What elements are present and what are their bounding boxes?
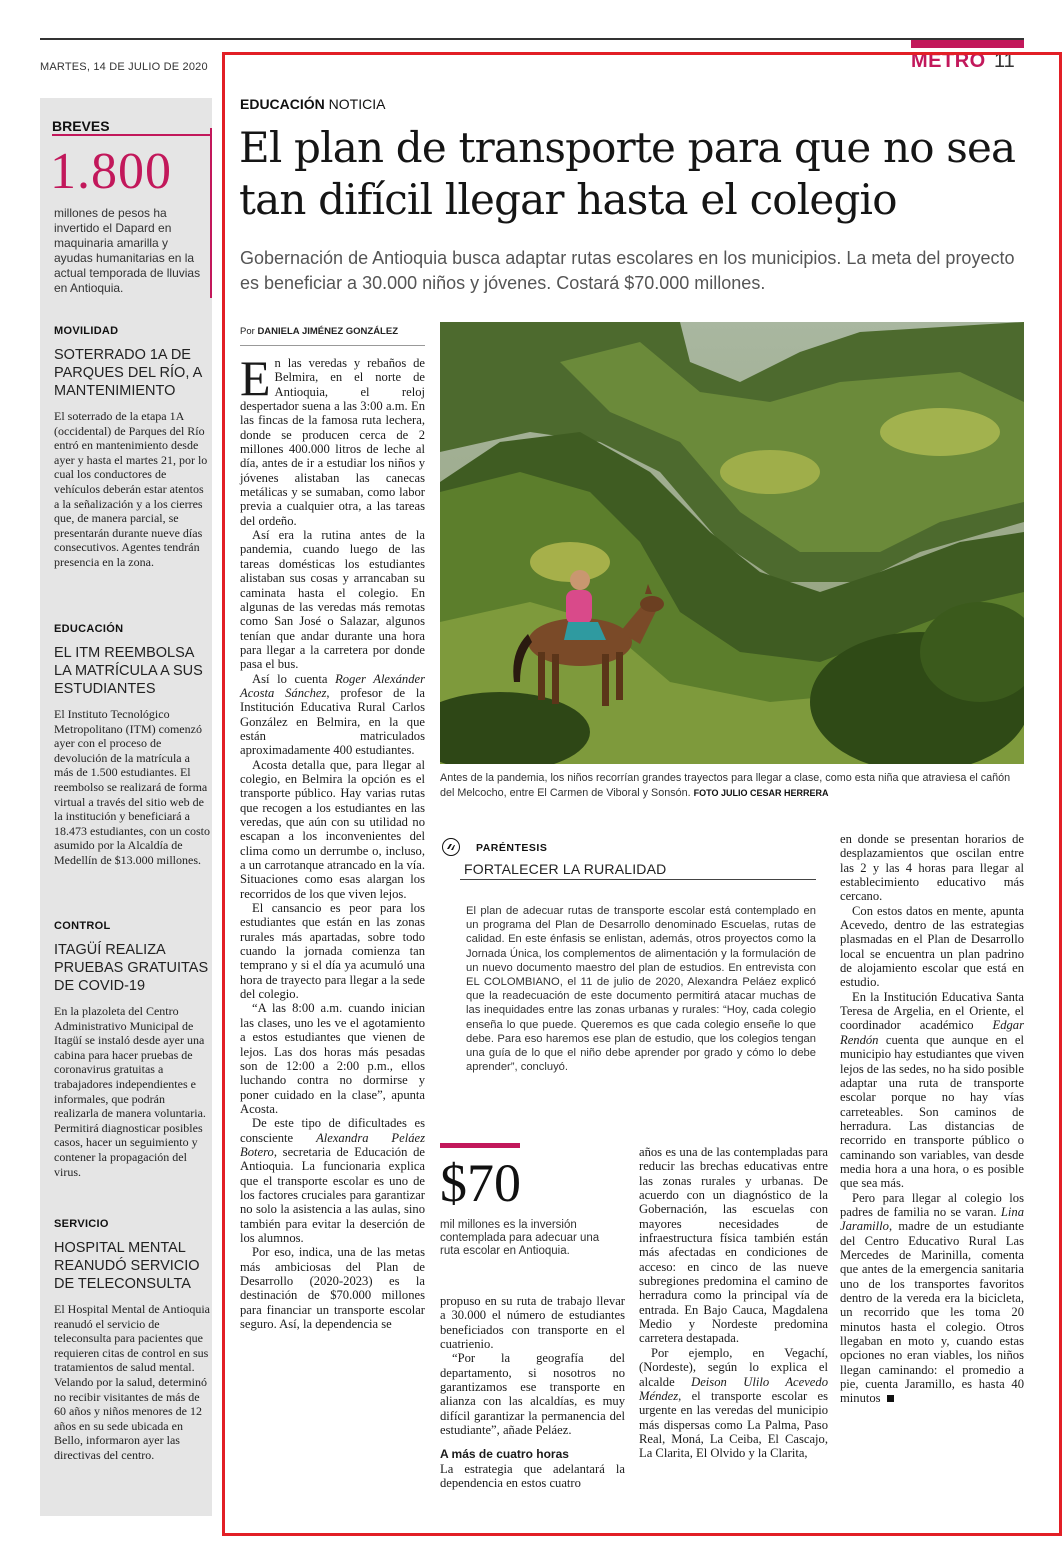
paragraph: Acosta detalla que, para llegar al colegio, en Belmira la opción es el transporte público. Hay varias rutas que recogen a los estudiantes en las veredas, que aún con su utilidad no escapan a los inconvenientes del clima como un derrumbe o, incluso, a un carrotanque atrancado en la vía. Situaciones como esas alargan los recorridos de los que viven lejos. (240, 757, 425, 901)
parentesis-label: PARÉNTESIS (476, 842, 548, 854)
breves-label: BREVES (52, 118, 110, 134)
article-column-2 (440, 1294, 625, 1490)
top-rule (40, 38, 1024, 40)
paragraph: El cansancio es peor para los estudiantes que están en las zonas rurales más apartadas, sobre todo cuando la jornada comienza tan temprano y si el día ya acumuló una hora de trayecto para llegar a la sede del colegio. (240, 901, 425, 1002)
quote-bubble-icon (442, 838, 460, 856)
paragraph-text: En la Institución Educativa Santa Teresa de Argelia, en el Oriente, el coordinador académico (840, 989, 1024, 1033)
page-number: 11 (994, 50, 1015, 72)
section-label: METRO (911, 50, 986, 72)
breves-big-number: 1.800 (50, 143, 172, 200)
article-photo (440, 322, 1024, 764)
article-kicker (240, 96, 385, 112)
brief-category: EDUCACIÓN (54, 623, 124, 635)
paragraph: Así era la rutina antes de la pandemia, cuando luego de las tareas domésticas los estudiantes alistaban sus cosas y arrancaban su caminata hasta el colegio. En algunas de las veredas más remotas como San José o Salazar, algunos tenían que andar durante una hora para llegar a la carretera por donde pasa el bus. (240, 528, 425, 672)
brief-category: SERVICIO (54, 1218, 109, 1230)
paragraph (240, 672, 425, 758)
stat-number: $70 (440, 1153, 521, 1213)
stat-rule (440, 1143, 520, 1148)
parentesis-body: El plan de adecuar rutas de transporte escolar está contemplado en un programa del Plan de Desarrollo denominado Escuelas, rutas de calidad. En este énfasis se enlistan, además, otros proyectos como la Jornada Única, los complementos de alimentación y la formulación de un nuevo documento maestro del plan de estudios. En entrevista con EL COLOMBIANO, el 11 de julio de 2020, Alexandra Peláez explicó que la readecuación de este documento permitirá atacar muchas de las inequidades entre las zonas urbanas y rurales: “Hoy, cada colegio enseña lo que puede. Queremos es que cada colegio enseñe lo que debe. Para eso haremos ese plan de estudio, que los colegios tengan una guía de lo que el niño debe aprender por grado y cómo lo debe aprender”, concluyó. (466, 905, 816, 1074)
end-of-article-mark (887, 1395, 894, 1402)
paragraph-text: , profesor de la Institución Educativa Rural Carlos González en Belmira, en la que están matriculados aproximadamente 400 estudiantes. (240, 685, 425, 758)
paragraph-text: Pero para llegar al colegio los padres de familia no se varan. (840, 1190, 1024, 1219)
paragraph-text: cuenta que aunque en el municipio hay estudiantes que viven lejos de las sedes, no ha sido posible adaptar una ruta de transporte escolar porque no hay vías carreteables. Son caminos de herradura. Las distancias de recorrido en transporte público o caminando son variables, van desde media hora a una hora, o es posible que sea más. (840, 1032, 1024, 1191)
person-name: Alexandra Peláez Botero (240, 1130, 425, 1159)
brief-headline: EL ITM REEMBOLSA LA MATRÍCULA A SUS ESTUDIANTES (54, 645, 203, 697)
person-name: Deison Ulilo Acevedo Méndez (639, 1374, 828, 1403)
section-color-bar (911, 40, 1024, 48)
byline-prefix: Por (240, 326, 255, 337)
paragraph: propuso en su ruta de trabajo llevar a 30.000 el número de estudiantes beneficiados con transporte en el cuatrienio. (440, 1294, 625, 1352)
breves-vertical-rule (210, 128, 212, 298)
paragraph (840, 990, 1024, 1191)
brief-body: El soterrado de la etapa 1A (occidental) de Parques del Río entró en mantenimiento desde ayer y hasta el martes 21, por lo cual los conductores de vehículos deberán estar atentos a la señalización y a los cierres que, de manera parcial, se presentarán durante nueve días consecutivos. Agentes tendrán presencia en la zona. (54, 409, 208, 569)
brief-educacion (54, 623, 210, 868)
paragraph: Con estos datos en mente, apunta Acevedo, dentro de las estrategias plasmadas en el Plan de Desarrollo local se encuentra un plan padrino de alojamiento escolar que está en estudio. (840, 903, 1024, 990)
paragraph-text: , secretaria de Educación de Antioquia. La funcionaria explica que el transporte escolar es uno de los factores cruciales para garantizar no solo la asistencia a las aulas, sino también para evitar la deserción de los alumnos. (240, 1144, 425, 1245)
paragraph-text: , el transporte escolar es urgente en las veredas del municipio más dispersas como La Palma, Paso Real, Moná, La Ceiba, El Cascajo, La Clarita, El Olvido y la Clarita, (639, 1388, 828, 1461)
issue-date: MARTES, 14 DE JULIO DE 2020 (40, 61, 208, 73)
article-column-1 (240, 350, 425, 1332)
paragraph: años es una de las contempladas para reducir las brechas educativas entre las zonas rurales y urbanas. De acuerdo con un diagnóstico de la Gobernación, las escuelas con mayores necesidades de infraestructura física también están más afectadas en condiciones de acceso: en cinco de las nueve subregiones predomina el camino de herradura como la principal vía de entrada. En Bajo Cauca, Magdalena Medio y Nordeste predomina carretera destapada. (639, 1145, 828, 1346)
brief-body: En la plazoleta del Centro Administrativo Municipal de Itagüí se instaló desde ayer una cabina para hacer pruebas de coronavirus gratuitas a trabajadores independientes e informales, que podrán realizarla de manera voluntaria. Permitirá diagnosticar posibles casos, hacer un seguimiento y contener la propagación del virus. (54, 1004, 206, 1179)
paragraph: La estrategia que adelantará la dependencia en estos cuatro (440, 1461, 625, 1491)
brief-category: MOVILIDAD (54, 325, 119, 337)
paragraph (639, 1346, 828, 1461)
paragraph-text: Por ejemplo, en Vegachí, (Nordeste), según lo explica el alcalde (639, 1345, 828, 1389)
paragraph: “Por la geografía del departamento, si nosotros no garantizamos ese transporte en alianza con las alcaldías, es muy difícil garantizar la permanencia del estudiante”, añade Peláez. (440, 1351, 625, 1438)
breves-sidebar (40, 98, 212, 1516)
brief-body: El Hospital Mental de Antioquia reanudó el servicio de teleconsulta para pacientes que requieren citas de control en sus tratamientos de salud mental. Velando por la salud, determinó no recibir visitantes de más de 60 años y niños menores de 12 años en su sede ubicada en Bello, informaron ayer las directivas del centro. (54, 1302, 210, 1462)
parentesis-box (440, 830, 828, 1130)
paragraph-text: De este tipo de dificultades es consciente (240, 1116, 425, 1145)
kicker-section: EDUCACIÓN (240, 96, 325, 112)
brief-body: El Instituto Tecnológico Metropolitano (ITM) comenzó ayer con el proceso de devolución de la matrícula a más de 1.500 estudiantes. El reembolso se realizará de forma virtual a través del sitio web de la institución y beneficiará a 18.473 estudiantes, con un costo asumido por la Alcaldía de Medellín de $13.000 millones. (54, 707, 210, 867)
drop-cap: E (240, 350, 271, 406)
breves-big-caption: millones de pesos ha invertido el Dapard en maquinaria amarilla y ayudas humanitarias en la actual temporada de lluvias en Antioquia. (54, 206, 201, 295)
paragraph-text: , madre de un estudiante del Centro Educativo Rural Las Mercedes de Marinilla, comenta que antes de la emergencia sanitaria uno de los transportes favoritos dentro de la vereda era la bicicleta, un recorrido que les toma 20 minutos hasta el colegio. Otros llegaban en moto y, cuando estas opciones no eran viables, los niños llegan caminando: el promedio a pie, cuenta Jaramillo, es hasta 40 minutos (840, 1219, 1024, 1406)
paragraph (240, 1116, 425, 1245)
brief-control (54, 920, 210, 1179)
paragraph (240, 350, 425, 528)
brief-movilidad (54, 325, 210, 570)
paragraph: “A las 8:00 a.m. cuando inician las clases, uno les ve el agotamiento a estos estudiantes que vienen de lejos. Las dos horas más pesadas son de 12:00 a 2:00 p.m., ellos luchando contra no dormirse y poner cuidado en la clase”, apunta Acosta. (240, 1001, 425, 1116)
byline-rule (240, 345, 425, 346)
paragraph (840, 1191, 1024, 1406)
paragraph-text: Así lo cuenta (252, 671, 336, 686)
kicker-type: NOTICIA (328, 96, 386, 112)
quote-glyph (443, 839, 458, 854)
brief-servicio (54, 1218, 210, 1463)
photo-credit: FOTO JULIO CESAR HERRERA (693, 788, 829, 798)
paragraph: en donde se presentan horarios de desplazamientos que oscilan entre las 2 y las 4 horas para llegar al establecimiento educativo más cercano. (840, 832, 1024, 904)
breves-rule (52, 134, 212, 136)
article-column-3 (639, 1145, 828, 1461)
byline (240, 326, 398, 337)
article-column-4 (840, 832, 1024, 1406)
caption-text: Antes de la pandemia, los niños recorrían grandes trayectos para llegar a clase, como esta niña que atraviesa el cañón del Melcocho, entre El Carmen de Viboral y Sonsón. (440, 772, 1011, 799)
brief-headline: HOSPITAL MENTAL REANUDÓ SERVICIO DE TELECONSULTA (54, 1240, 200, 1292)
paragraph: Por eso, indica, una de las metas más ambiciosas del Plan de Desarrollo (2020-2023) es la destinación de $70.000 millones para financiar un transporte escolar seguro. Así, la dependencia se (240, 1245, 425, 1332)
brief-headline: SOTERRADO 1A DE PARQUES DEL RÍO, A MANTENIMIENTO (54, 347, 202, 399)
article-deck: Gobernación de Antioquia busca adaptar rutas escolares en los municipios. La meta del proyecto es beneficiar a 30.000 niños y jóvenes. Costará $70.000 millones. (240, 248, 1015, 293)
mountain-horse-photo-illustration (440, 322, 1024, 764)
person-name: Edgar Rendón (840, 1018, 1024, 1047)
section-subhead: A más de cuatro horas (440, 1447, 569, 1462)
parentesis-headline: FORTALECER LA RURALIDAD (464, 861, 667, 877)
parentesis-rule (460, 879, 816, 880)
stat-caption: mil millones es la inversión contemplada para adecuar una ruta escolar en Antioquia. (440, 1219, 600, 1257)
article-headline: El plan de transporte para que no sea tan difícil llegar hasta el colegio (239, 123, 1016, 224)
photo-caption (440, 771, 1024, 801)
paragraph-text: n las veredas y rebaños de Belmira, en el norte de Antioquia, el reloj despertador suena a las 3:00 a.m. En las fincas de la famosa ruta lechera, donde se producen cerca de 2 millones 400.000 litros de leche al día, antes de ir a estudiar los niños y jóvenes alistaban las canecas metálicas y se sumaban, como labor previa a cualquier otra, a las tareas del ordeño. (240, 356, 425, 528)
brief-headline: ITAGÜÍ REALIZA PRUEBAS GRATUITAS DE COVID-19 (54, 942, 209, 994)
person-name: Lina Jaramillo (840, 1204, 1024, 1234)
byline-author: DANIELA JIMÉNEZ GONZÁLEZ (257, 326, 399, 337)
person-name: Roger Alexánder Acosta Sánchez (240, 671, 425, 700)
brief-category: CONTROL (54, 920, 111, 932)
